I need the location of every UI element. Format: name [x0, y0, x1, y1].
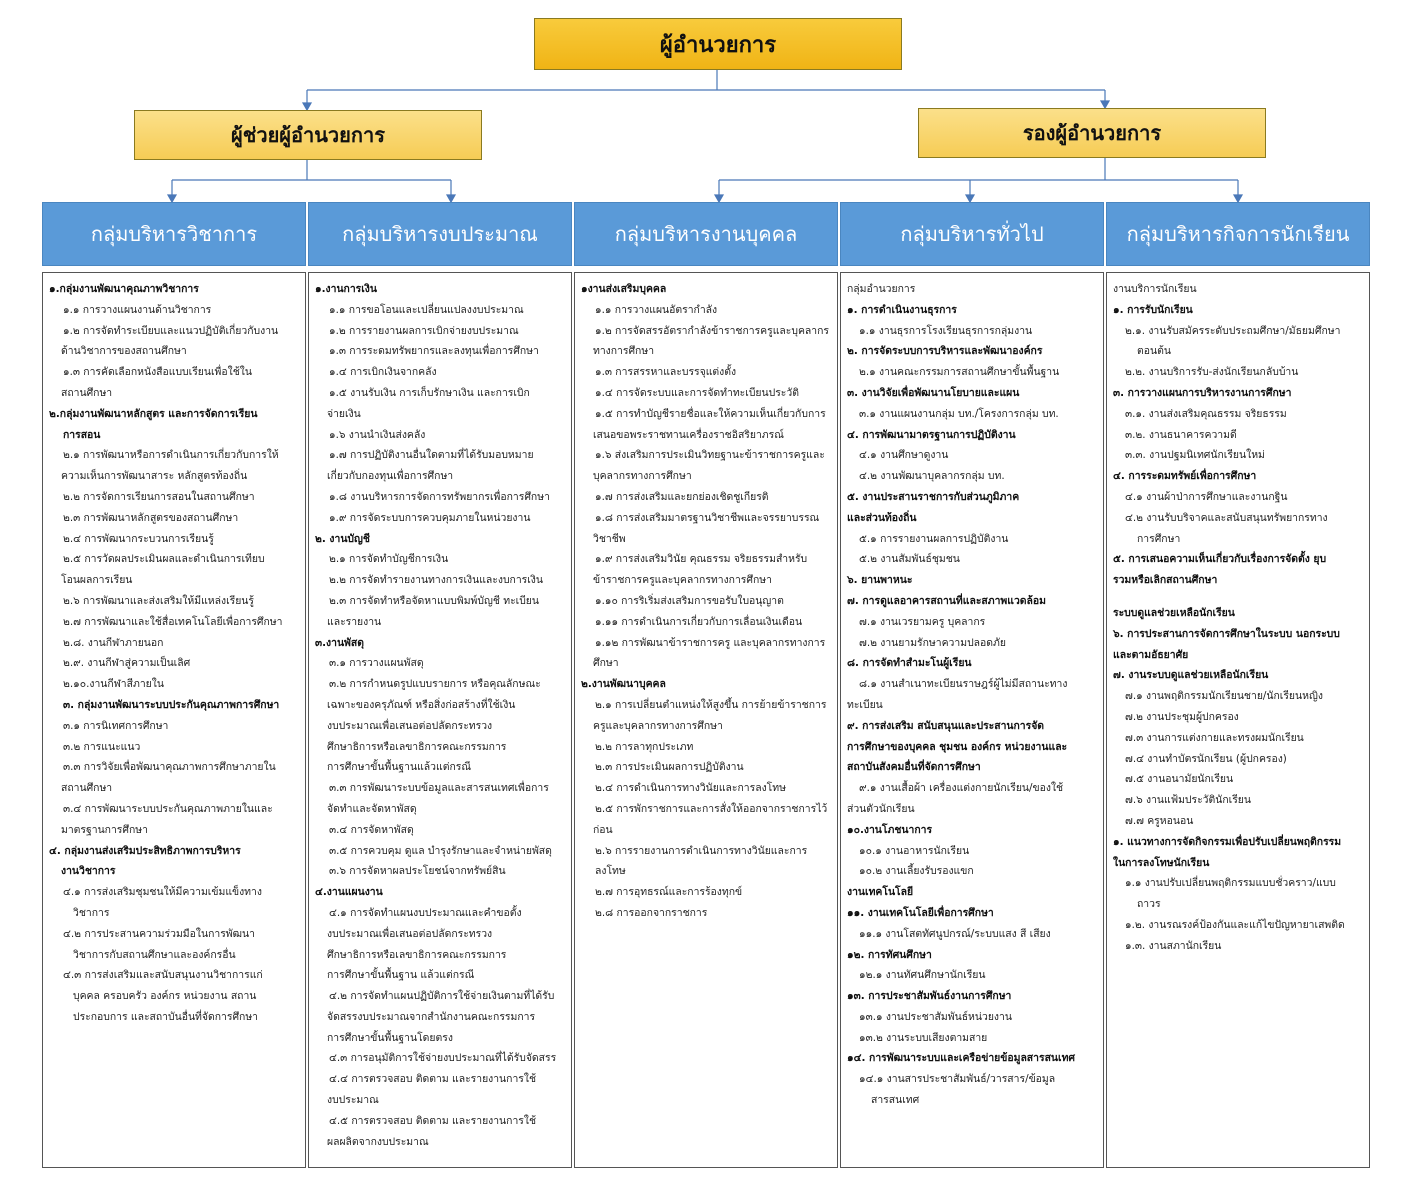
- list-item: งานเทคโนโลยี: [847, 886, 914, 899]
- list-item: ๔. การระดมทรัพย์เพื่อการศึกษา: [1113, 470, 1257, 483]
- list-item: ๑.๗ การส่งเสริมและยกย่องเชิดชูเกียรติ: [595, 490, 769, 503]
- list-item: จัดสรรงบประมาณจากสำนักงานคณะกรรมการ: [327, 1010, 536, 1023]
- list-item: ๕. การเสนอความเห็นเกี่ยวกับเรื่องการจัดตั้ง ยุบ: [1113, 553, 1327, 566]
- list-item: ๒.๑ การพัฒนาหรือการดำเนินการเกี่ยวกับการให้: [63, 449, 279, 462]
- list-item: วิชาการกับสถานศึกษาและองค์กรอื่น: [73, 948, 236, 961]
- list-item: ๓.๒ การแนะแนว: [63, 740, 141, 753]
- list-item: ศึกษาธิการหรือเลขาธิการคณะกรรมการ: [327, 948, 507, 961]
- list-item: ๑.๙ การส่งเสริมวินัย คุณธรรม จริยธรรมสำหรับ: [595, 553, 808, 566]
- list-item: การสอน: [63, 428, 101, 441]
- list-item: ๑.๖ งานนำเงินส่งคลัง: [329, 428, 426, 441]
- list-item: ๔.๑ การส่งเสริมชุมชนให้มีความเข้มแข็งทาง: [63, 886, 262, 899]
- list-item: และส่วนท้องถิ่น: [847, 511, 917, 524]
- list-item: งบประมาณ: [327, 1094, 379, 1107]
- list-item: ศึกษาธิการหรือเลขาธิการคณะกรรมการ: [327, 740, 507, 753]
- list-item: ๑.๘ งานบริหารการจัดการทรัพยากรเพื่อการศึกษา: [329, 490, 550, 503]
- list-item: ๔.๒ งานพัฒนาบุคลากรกลุ่ม บท.: [859, 470, 1005, 483]
- list-item: ทะเบียน: [847, 698, 883, 711]
- list-item: ๒.๓ การประเมินผลการปฏิบัติงาน: [595, 761, 744, 774]
- list-item: ๔.๕ การตรวจสอบ ติดตาม และรายงานการใช้: [329, 1114, 536, 1127]
- personnel-header: กลุ่มบริหารงานบุคคล: [574, 202, 838, 266]
- list-item: ๒.๕ การวัดผลประเมินผลและดำเนินการเทียบ: [63, 553, 265, 566]
- list-item: ครูและบุคลากรทางการศึกษา: [593, 719, 723, 732]
- list-item: ๑๔. การพัฒนาระบบและเครือข่ายข้อมูลสารสนเทศ: [847, 1052, 1076, 1065]
- list-item: ผลผลิตจากงบประมาณ: [327, 1135, 429, 1148]
- list-item: มาตรฐานการศึกษา: [61, 823, 148, 836]
- list-item: จ่ายเงิน: [327, 407, 361, 420]
- list-item: เฉพาะของครุภัณฑ์ หรือสิ่งก่อสร้างที่ใช้เงิน: [327, 698, 516, 711]
- list-item: ๗.๒ งานประชุมผู้ปกครอง: [1125, 710, 1239, 723]
- list-item: ๑.๑ การวางแผนงานด้านวิชาการ: [63, 303, 212, 316]
- list-item: ๓.๑ งานแผนงานกลุ่ม บท./โครงการกลุ่ม บท.: [859, 407, 1059, 420]
- list-item: ส่วนตัวนักเรียน: [847, 802, 915, 815]
- list-item: ๔.งานแผนงาน: [315, 886, 383, 899]
- list-item: ๑.๕ งานรับเงิน การเก็บรักษาเงิน และการเบิก: [329, 386, 530, 399]
- list-item: ๗.๓ งานการแต่งกายและทรงผมนักเรียน: [1125, 731, 1304, 744]
- list-item: ๖. การประสานการจัดการศึกษาในระบบ นอกระบบ: [1113, 627, 1340, 640]
- list-item: ๑.๒ การจัดสรรอัตรากำลังข้าราชการครูและบุคลากร: [595, 324, 829, 337]
- student-affairs-header: กลุ่มบริหารกิจการนักเรียน: [1106, 202, 1370, 266]
- list-item: ๑๐.๒ งานเลี้ยงรับรองแขก: [859, 865, 974, 878]
- list-item: ๘.๑ งานสำเนาทะเบียนราษฎร์ผู้ไม่มีสถานะทาง: [859, 678, 1068, 691]
- list-item: ๓.๖ การจัดหาผลประโยชน์จากทรัพย์สิน: [329, 865, 506, 878]
- director-box: ผู้อำนวยการ: [534, 18, 902, 70]
- list-item: และรายงาน: [327, 615, 382, 628]
- list-item: วิชาชีพ: [593, 532, 626, 545]
- list-item: ๑๔.๑ งานสารประชาสัมพันธ์/วารสาร/ข้อมูล: [859, 1073, 1056, 1086]
- list-item: ๑.๑ งานธุรการโรงเรียนธุรการกลุ่มงาน: [859, 324, 1033, 337]
- list-item: ๓.๓. งานปฐมนิเทศนักเรียนใหม่: [1125, 449, 1265, 462]
- list-item: บุคลากรทางการศึกษา: [593, 470, 692, 483]
- list-item: ๑งานส่งเสริมบุคคล: [581, 283, 667, 295]
- list-item: ๑๐.๑ งานอาหารนักเรียน: [859, 844, 970, 857]
- list-item: ศึกษา: [593, 657, 619, 670]
- list-item: ๓. กลุ่มงานพัฒนาระบบประกันคุณภาพการศึกษา: [63, 698, 280, 711]
- list-item: ๒.๖ การรายงานการดำเนินการทางวินัยและการลงโทษ: [595, 844, 808, 878]
- list-item: ๓. การวางแผนการบริหารงานการศึกษา: [1113, 386, 1292, 399]
- list-item: ๑.๑ การขอโอนและเปลี่ยนแปลงงบประมาณ: [329, 303, 524, 316]
- list-item: ๑.๓ การคัดเลือกหนังสือแบบเรียนเพื่อใช้ใน: [63, 366, 252, 379]
- list-item: ๒.๓ การพัฒนาหลักสูตรของสถานศึกษา: [63, 511, 239, 524]
- list-item: ๑.กลุ่มงานพัฒนาคุณภาพวิชาการ: [49, 283, 199, 295]
- list-item: ๑.๑๑ การดำเนินการเกี่ยวกับการเลื่อนเงินเดือน: [595, 615, 803, 628]
- list-item: ๒.๔ การพัฒนากระบวนการเรียนรู้: [63, 532, 214, 545]
- list-item: ๗.๖ งานแฟ้มประวัตินักเรียน: [1125, 794, 1251, 807]
- list-item: ๓.๑. งานส่งเสริมคุณธรรม จริยธรรม: [1125, 407, 1287, 420]
- list-item: ๒.๑ การจัดทำบัญชีการเงิน: [329, 553, 449, 566]
- list-item: ระบบดูแลช่วยเหลือนักเรียน: [1113, 606, 1235, 619]
- list-item: งบประมาณเพื่อเสนอต่อปลัดกระทรวง: [327, 927, 493, 940]
- list-item: ๒.๖ การพัฒนาและส่งเสริมให้มีแหล่งเรียนรู้: [63, 594, 254, 607]
- list-item: ๓.๕ การควบคุม ดูแล บำรุงรักษาและจำหน่ายพัสดุ: [329, 844, 552, 857]
- budget-header: กลุ่มบริหารงบประมาณ: [308, 202, 572, 266]
- list-item: ๓.๒ การกำหนดรูปแบบรายการ หรือคุณลักษณะ: [329, 678, 541, 691]
- list-item: ตอนต้น: [1137, 345, 1171, 358]
- list-item: และตามอัธยาศัย: [1113, 648, 1189, 661]
- list-item: ความเห็นการพัฒนาสาระ หลักสูตรท้องถิ่น: [61, 470, 248, 483]
- list-item: ๗.๒ งานยามรักษาความปลอดภัย: [859, 636, 1006, 649]
- list-item: การศึกษาขั้นพื้นฐานแล้วแต่กรณี: [327, 761, 471, 774]
- list-item: ๑๓. การประชาสัมพันธ์งานการศึกษา: [847, 990, 1012, 1003]
- assistant-director-box: ผู้ช่วยผู้อำนวยการ: [134, 110, 482, 160]
- list-item: ๑. การรับนักเรียน: [1113, 303, 1193, 316]
- list-item: การศึกษาของบุคคล ชุมชน องค์กร หน่วยงานและ: [847, 740, 1068, 753]
- list-item: ๑. การดำเนินงานธุรการ: [847, 303, 957, 316]
- list-item: ๔.๑ งานผ้าป่าการศึกษาและงานกฐิน: [1125, 490, 1288, 503]
- list-item: ข้าราชการครูและบุคลากรทางการศึกษา: [593, 574, 772, 587]
- list-item: ๑.๑ การวางแผนอัตรากำลัง: [595, 303, 718, 316]
- list-item: ๒.๘. งานกีฬาภายนอก: [63, 636, 164, 649]
- list-item: สถานศึกษา: [61, 386, 113, 399]
- list-item: ๒.๘ การออกจากราชการ: [595, 906, 708, 919]
- list-item: ๑.๘ การส่งเสริมมาตรฐานวิชาชีพและจรรยาบรรณ: [595, 511, 820, 524]
- list-item: ๑๐.งานโภชนาการ: [847, 823, 933, 836]
- list-item: ๑.๖ ส่งเสริมการประเมินวิทยฐานะข้าราชการครูและ: [595, 449, 825, 462]
- list-item: ๑๑.๑ งานโสตทัศนูปกรณ์/ระบบแสง สี เสียง: [859, 927, 1051, 940]
- list-item: ๔.๓ การส่งเสริมและสนับสนุนงานวิชาการแก่: [63, 969, 263, 982]
- budget-column: [308, 272, 572, 1168]
- list-item: ๑.๔ การเบิกเงินจากคลัง: [329, 366, 437, 379]
- list-item: ๑๓.๒ งานระบบเสียงตามสาย: [859, 1031, 988, 1044]
- list-item: ๒.กลุ่มงานพัฒนาหลักสูตร และการจัดการเรียน: [49, 407, 258, 420]
- list-item: ๓.๓ การพัฒนาระบบข้อมูลและสารสนเทศเพื่อการ: [329, 782, 549, 795]
- list-item: จัดทำและจัดหาพัสดุ: [327, 802, 417, 815]
- list-item: ๑.๕ การทำบัญชีรายชื่อและให้ความเห็นเกี่ยวกับการ: [595, 407, 826, 420]
- list-item: ประกอบการ และสถาบันอื่นที่จัดการศึกษา: [73, 1010, 259, 1023]
- student-affairs-column: [1106, 272, 1370, 1168]
- list-item: ๕.๑ การรายงานผลการปฏิบัติงาน: [859, 532, 1009, 545]
- list-item: ๑๑. งานเทคโนโลยีเพื่อการศึกษา: [847, 906, 994, 919]
- list-item: งานบริการนักเรียน: [1113, 283, 1197, 295]
- list-item: ๑.๓ การระดมทรัพยากรและลงทุนเพื่อการศึกษา: [329, 345, 539, 358]
- list-item: ๗. การดูแลอาคารสถานที่และสภาพแวดล้อม: [847, 594, 1047, 607]
- list-item: สถานศึกษา: [61, 782, 113, 795]
- list-item: ๔.๒ งานรับบริจาคและสนับสนุนทรัพยากรทาง: [1125, 511, 1328, 524]
- list-item: ๖. ยานพาหนะ: [847, 574, 913, 587]
- list-item: ๒.งานพัฒนาบุคคล: [581, 678, 666, 691]
- list-item: การศึกษาขั้นพื้นฐาน แล้วแต่กรณี: [327, 969, 475, 982]
- list-item: ก่อน: [593, 823, 613, 836]
- list-item: ๔. กลุ่มงานส่งเสริมประสิทธิภาพการบริหาร: [49, 844, 241, 857]
- list-item: ๑. แนวทางการจัดกิจกรรมเพื่อปรับเปลี่ยนพฤติกรรม: [1113, 835, 1342, 848]
- list-item: ๗.๔ งานทำบัตรนักเรียน (ผู้ปกครอง): [1125, 752, 1287, 765]
- list-item: ๒. การจัดระบบการบริหารและพัฒนาองค์กร: [847, 345, 1043, 358]
- list-item: ๑.๗ การปฏิบัติงานอื่นใดตามที่ได้รับมอบหมาย: [329, 449, 534, 462]
- list-item: ๓.๔ การจัดหาพัสดุ: [329, 823, 414, 836]
- list-item: ๑.๓ การสรรหาและบรรจุแต่งตั้ง: [595, 366, 737, 379]
- list-item: ๒.๓ การจัดทำหรือจัดหาแบบพิมพ์บัญชี ทะเบียน: [329, 594, 539, 607]
- list-item: ๙.๑ งานเสื้อผ้า เครื่องแต่งกายนักเรียน/ของใช้: [859, 782, 1064, 795]
- list-item: ๗. งานระบบดูแลช่วยเหลือนักเรียน: [1113, 669, 1269, 682]
- list-item: ทางการศึกษา: [593, 345, 655, 358]
- list-item: ๒.๔ การดำเนินการทางวินัยและการลงโทษ: [595, 782, 786, 795]
- list-item: สถาบันสังคมอื่นที่จัดการศึกษา: [847, 761, 981, 774]
- list-item: ๕.๒ งานสัมพันธ์ชุมชน: [859, 553, 960, 566]
- list-item: ๗.๗ ครูหอนอน: [1125, 814, 1194, 827]
- list-item: ๒.๑๐.งานกีฬาสีภายใน: [63, 678, 164, 691]
- personnel-column: [574, 272, 838, 1168]
- list-item: ด้านวิชาการของสถานศึกษา: [61, 345, 187, 358]
- list-item: ๒.๑ งานคณะกรรมการสถานศึกษาขั้นพื้นฐาน: [859, 366, 1060, 379]
- list-item: ๑๓.๑ งานประชาสัมพันธ์หน่วยงาน: [859, 1010, 1012, 1023]
- list-item: ๔.๒ การประสานความร่วมมือในการพัฒนา: [63, 927, 255, 940]
- list-item: ๒.๒ การลาทุกประเภท: [595, 740, 694, 753]
- list-item: ๔. การพัฒนามาตรฐานการปฏิบัติงาน: [847, 428, 1016, 441]
- list-item: บุคคล ครอบครัว องค์กร หน่วยงาน สถาน: [73, 990, 257, 1003]
- list-item: ๒.๑. งานรับสมัครระดับประถมศึกษา/มัธยมศึกษา: [1125, 324, 1341, 337]
- list-item: ๒.๗ การอุทธรณ์และการร้องทุกข์: [595, 886, 743, 899]
- list-item: ๓.๓ การวิจัยเพื่อพัฒนาคุณภาพการศึกษาภายใน: [63, 761, 276, 774]
- list-item: ๒.๒ การจัดทำรายงานทางการเงินและงบการเงิน: [329, 574, 543, 587]
- list-item: เกี่ยวกับกองทุนเพื่อการศึกษา: [327, 470, 454, 483]
- list-item: ๕. งานประสานราชการกับส่วนภูมิภาค: [847, 490, 1020, 503]
- list-item: กลุ่มอำนวยการ: [847, 283, 916, 295]
- list-item: ๓.๒. งานธนาคารความดี: [1125, 428, 1237, 441]
- list-item: ถาวร: [1137, 898, 1161, 911]
- list-item: ๓.๑ การวางแผนพัสดุ: [329, 657, 424, 670]
- list-item: ๑๒. การทัศนศึกษา: [847, 948, 932, 961]
- list-item: ๒. งานบัญชี: [315, 532, 370, 545]
- list-item: ๒.๕ การพักราชการและการสั่งให้ออกจากราชการไว้: [595, 802, 828, 815]
- general-column: [840, 272, 1104, 1168]
- list-item: ๑.๑๐ การริเริ่มส่งเสริมการขอรับใบอนุญาต: [595, 594, 784, 607]
- list-item: ๑.๑ งานปรับเปลี่ยนพฤติกรรมแบบชั่วคราว/แบบ: [1125, 877, 1336, 890]
- list-item: เสนอขอพระราชทานเครื่องราชอิสริยาภรณ์: [593, 428, 784, 441]
- deputy-director-box: รองผู้อำนวยการ: [918, 108, 1266, 158]
- list-item: ๓.งานพัสดุ: [315, 636, 365, 649]
- list-item: ๑.งานการเงิน: [315, 283, 377, 295]
- list-item: การศึกษา: [1137, 532, 1181, 545]
- list-item: ๑๒.๑ งานทัศนศึกษานักเรียน: [859, 969, 986, 982]
- list-item: ๔.๓ การอนุมัติการใช้จ่ายงบประมาณที่ได้รับจัดสรร: [329, 1052, 557, 1065]
- list-item: สารสนเทศ: [871, 1094, 920, 1107]
- list-item: ๑.๒. งานรณรงค์ป้องกันและแก้ไขปัญหายาเสพติด: [1125, 918, 1345, 931]
- list-item: ๓. งานวิจัยเพื่อพัฒนานโยบายและแผน: [847, 386, 1020, 399]
- list-item: ๙. การส่งเสริม สนับสนุนและประสานการจัด: [847, 719, 1045, 732]
- list-item: โอนผลการเรียน: [61, 574, 133, 587]
- list-item: ๑.๒ การรายงานผลการเบิกจ่ายงบประมาณ: [329, 324, 519, 337]
- academic-column: [42, 272, 306, 1168]
- list-item: ๑.๒ การจัดทำระเบียบและแนวปฏิบัติเกี่ยวกับงาน: [63, 324, 279, 337]
- list-item: งบประมาณเพื่อเสนอต่อปลัดกระทรวง: [327, 719, 493, 732]
- list-item: ๔.๒ การจัดทำแผนปฏิบัติการใช้จ่ายเงินตามที่ได้รับ: [329, 990, 555, 1003]
- list-item: ๗.๑ งานเวรยามครู บุคลากร: [859, 615, 986, 628]
- list-item: ๔.๔ การตรวจสอบ ติดตาม และรายงานการใช้: [329, 1073, 536, 1086]
- list-item: ๒.๙. งานกีฬาสู่ความเป็นเลิศ: [63, 657, 191, 670]
- academic-header: กลุ่มบริหารวิชาการ: [42, 202, 306, 266]
- list-item: ๔.๑ งานศึกษาดูงาน: [859, 449, 949, 462]
- list-item: ๗.๑ งานพฤติกรรมนักเรียนชาย/นักเรียนหญิง: [1125, 690, 1323, 703]
- list-item: ๒.๑ การเปลี่ยนตำแหน่งให้สูงขึ้น การย้ายข้าราชการ: [595, 698, 827, 711]
- list-item: ๒.๒. งานบริการรับ-ส่งนักเรียนกลับบ้าน: [1125, 366, 1299, 379]
- list-item: ๗.๕ งานอนามัยนักเรียน: [1125, 773, 1234, 786]
- list-item: ๔.๑ การจัดทำแผนงบประมาณและคำขอตั้ง: [329, 906, 522, 919]
- list-item: ๓.๔ การพัฒนาระบบประกันคุณภาพภายในและ: [63, 802, 273, 815]
- list-item: ๑.๑๒ การพัฒนาข้าราชการครู และบุคลากรทางการ: [595, 636, 826, 649]
- list-item: งานวิชาการ: [61, 865, 116, 878]
- list-item: ๘. การจัดทำสำมะโนผู้เรียน: [847, 657, 972, 670]
- list-item: การศึกษาขั้นพื้นฐานโดยตรง: [327, 1031, 453, 1044]
- list-item: ๑.๙ การจัดระบบการควบคุมภายในหน่วยงาน: [329, 511, 531, 524]
- list-item: รวมหรือเลิกสถานศึกษา: [1113, 574, 1218, 587]
- list-item: ๒.๒ การจัดการเรียนการสอนในสถานศึกษา: [63, 490, 255, 503]
- list-item: ๒.๗ การพัฒนาและใช้สื่อเทคโนโลยีเพื่อการศึกษา: [63, 615, 283, 628]
- list-item: ๑.๓. งานสภานักเรียน: [1125, 939, 1222, 952]
- general-header: กลุ่มบริหารทั่วไป: [840, 202, 1104, 266]
- list-item: ๑.๔ การจัดระบบและการจัดทำทะเบียนประวัติ: [595, 386, 799, 399]
- list-item: ในการลงโทษนักเรียน: [1113, 856, 1210, 869]
- list-item: วิชาการ: [73, 906, 110, 919]
- list-item: ๓.๑ การนิเทศการศึกษา: [63, 719, 169, 732]
